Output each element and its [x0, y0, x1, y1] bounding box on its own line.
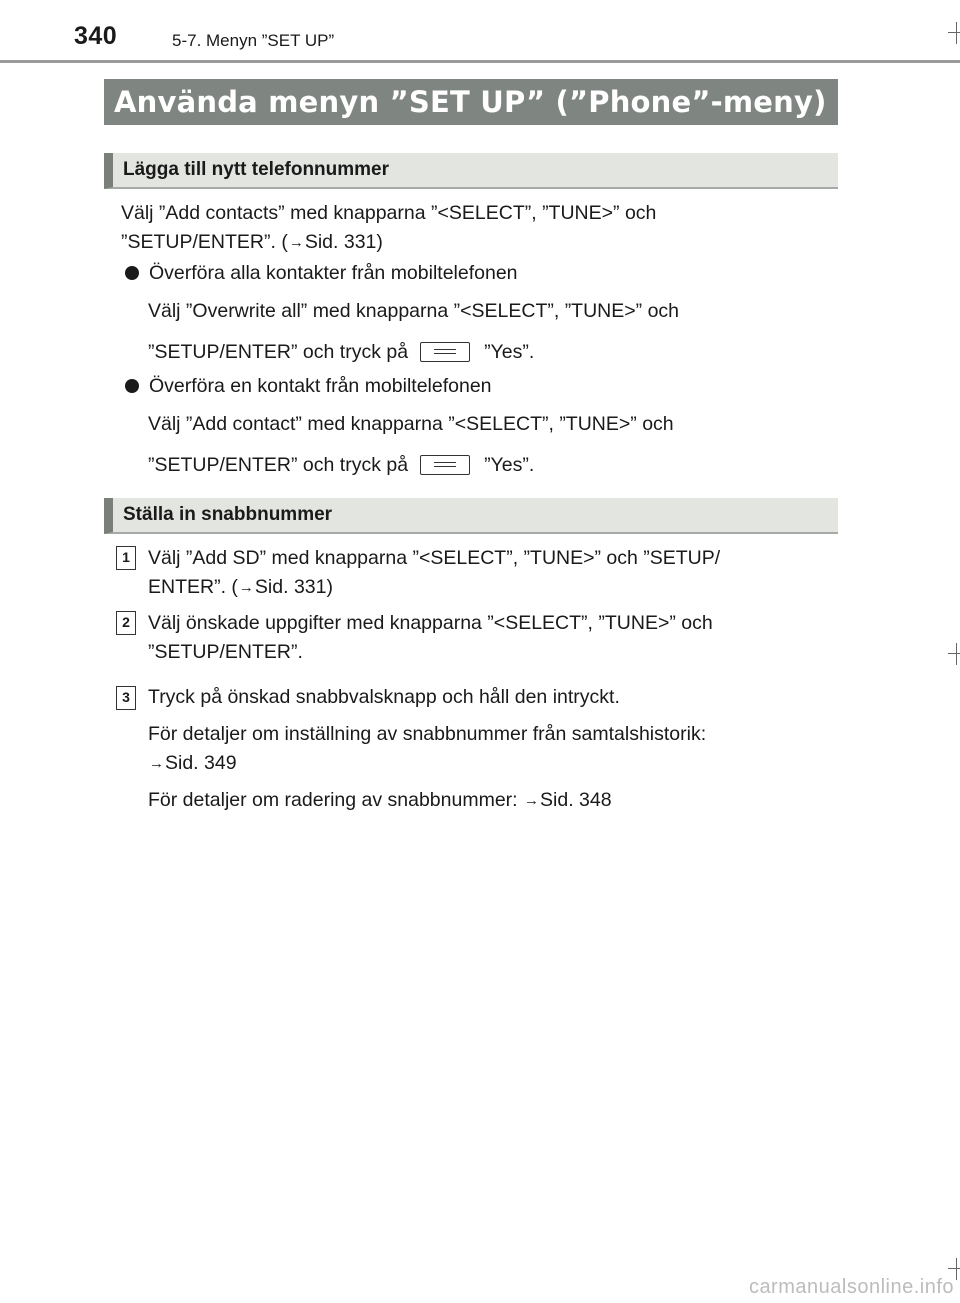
- reference-arrow-icon: →: [149, 755, 164, 772]
- step-3-text: [148, 683, 831, 712]
- bullet-line-2a: ”SETUP/ENTER” och tryck på: [148, 341, 409, 363]
- bullet-line-2a: ”SETUP/ENTER” och tryck på: [148, 454, 409, 476]
- bullet-paragraph-line-2: [148, 451, 831, 480]
- step-number-2: 2: [116, 611, 136, 635]
- bullet-line-1: Välj ”Overwrite all” med knapparna ”<SELECT”, ”TUNE>” och: [148, 300, 680, 322]
- intro-line-1: Välj ”Add contacts” med knapparna ”<SELECT”, ”TUNE>” och: [121, 202, 657, 224]
- intro-line-2a: ”SETUP/ENTER”. (: [121, 231, 288, 253]
- intro-line-2b: Sid. 331): [304, 231, 383, 253]
- reference-arrow-icon: →: [524, 792, 540, 809]
- steering-button-icon: [420, 342, 470, 362]
- bullet-icon: [125, 379, 139, 393]
- page-title: Använda menyn ”SET UP” (”Phone”-meny): [104, 79, 838, 125]
- step-1-line-2a: ENTER”. (: [148, 576, 238, 598]
- bullet-line-2b: ”Yes”.: [484, 341, 535, 363]
- bullet-title: Överföra alla kontakter från mobiltelefonen: [149, 262, 518, 284]
- crop-mark-middle: [948, 643, 960, 665]
- reference-arrow-icon: →: [288, 234, 304, 251]
- reference-arrow-icon: →: [238, 579, 254, 596]
- watermark: carmanualsonline.info: [748, 1276, 954, 1298]
- step-1-text: [148, 544, 831, 602]
- bullet-line-1: Välj ”Add contact” med knapparna ”<SELECT”, ”TUNE>” och: [148, 413, 674, 435]
- step-3-detail-2a: För detaljer om radering av snabbnummer:: [148, 789, 524, 811]
- page-header: [0, 0, 960, 66]
- section-heading-add-number: Lägga till nytt telefonnummer: [104, 153, 838, 189]
- step-2-line-1: Välj önskade uppgifter med knapparna ”<SELECT”, ”TUNE>” och: [148, 612, 713, 634]
- step-number-3: 3: [116, 686, 136, 710]
- step-1-line-1: Välj ”Add SD” med knapparna ”<SELECT”, ”TUNE>” och ”SETUP/: [148, 547, 721, 569]
- bullet-icon: [125, 266, 139, 280]
- step-1-line-2b: Sid. 331): [254, 576, 333, 598]
- bullet-item: [125, 259, 825, 288]
- step-3-detail-2: [148, 786, 831, 815]
- page-number: 340: [74, 22, 118, 50]
- step-3-detail-2b: Sid. 348: [540, 789, 612, 811]
- bullet-paragraph: [148, 297, 831, 326]
- section-reference: 5-7. Menyn ”SET UP”: [172, 31, 335, 50]
- steering-button-icon: [420, 455, 470, 475]
- bullet-paragraph-line-2: [148, 338, 831, 367]
- header-rule: [0, 60, 960, 63]
- bullet-title: Överföra en kontakt från mobiltelefonen: [149, 375, 492, 397]
- crop-mark-top: [948, 22, 960, 44]
- intro-paragraph: [121, 199, 831, 257]
- step-3-line-1: Tryck på önskad snabbvalsknapp och håll den intryckt.: [148, 686, 620, 708]
- step-3-detail-1: [148, 720, 831, 778]
- step-3-detail-1-line-1: För detaljer om inställning av snabbnummer från samtalshistorik:: [148, 723, 707, 745]
- step-2-text: [148, 609, 831, 667]
- section-heading-speed-dial: Ställa in snabbnummer: [104, 498, 838, 534]
- step-3-detail-1-line-2: Sid. 349: [165, 752, 237, 774]
- step-2-line-2: ”SETUP/ENTER”.: [148, 641, 303, 663]
- bullet-item: [125, 372, 825, 401]
- step-number-1: 1: [116, 546, 136, 570]
- bullet-line-2b: ”Yes”.: [484, 454, 535, 476]
- bullet-paragraph: [148, 410, 831, 439]
